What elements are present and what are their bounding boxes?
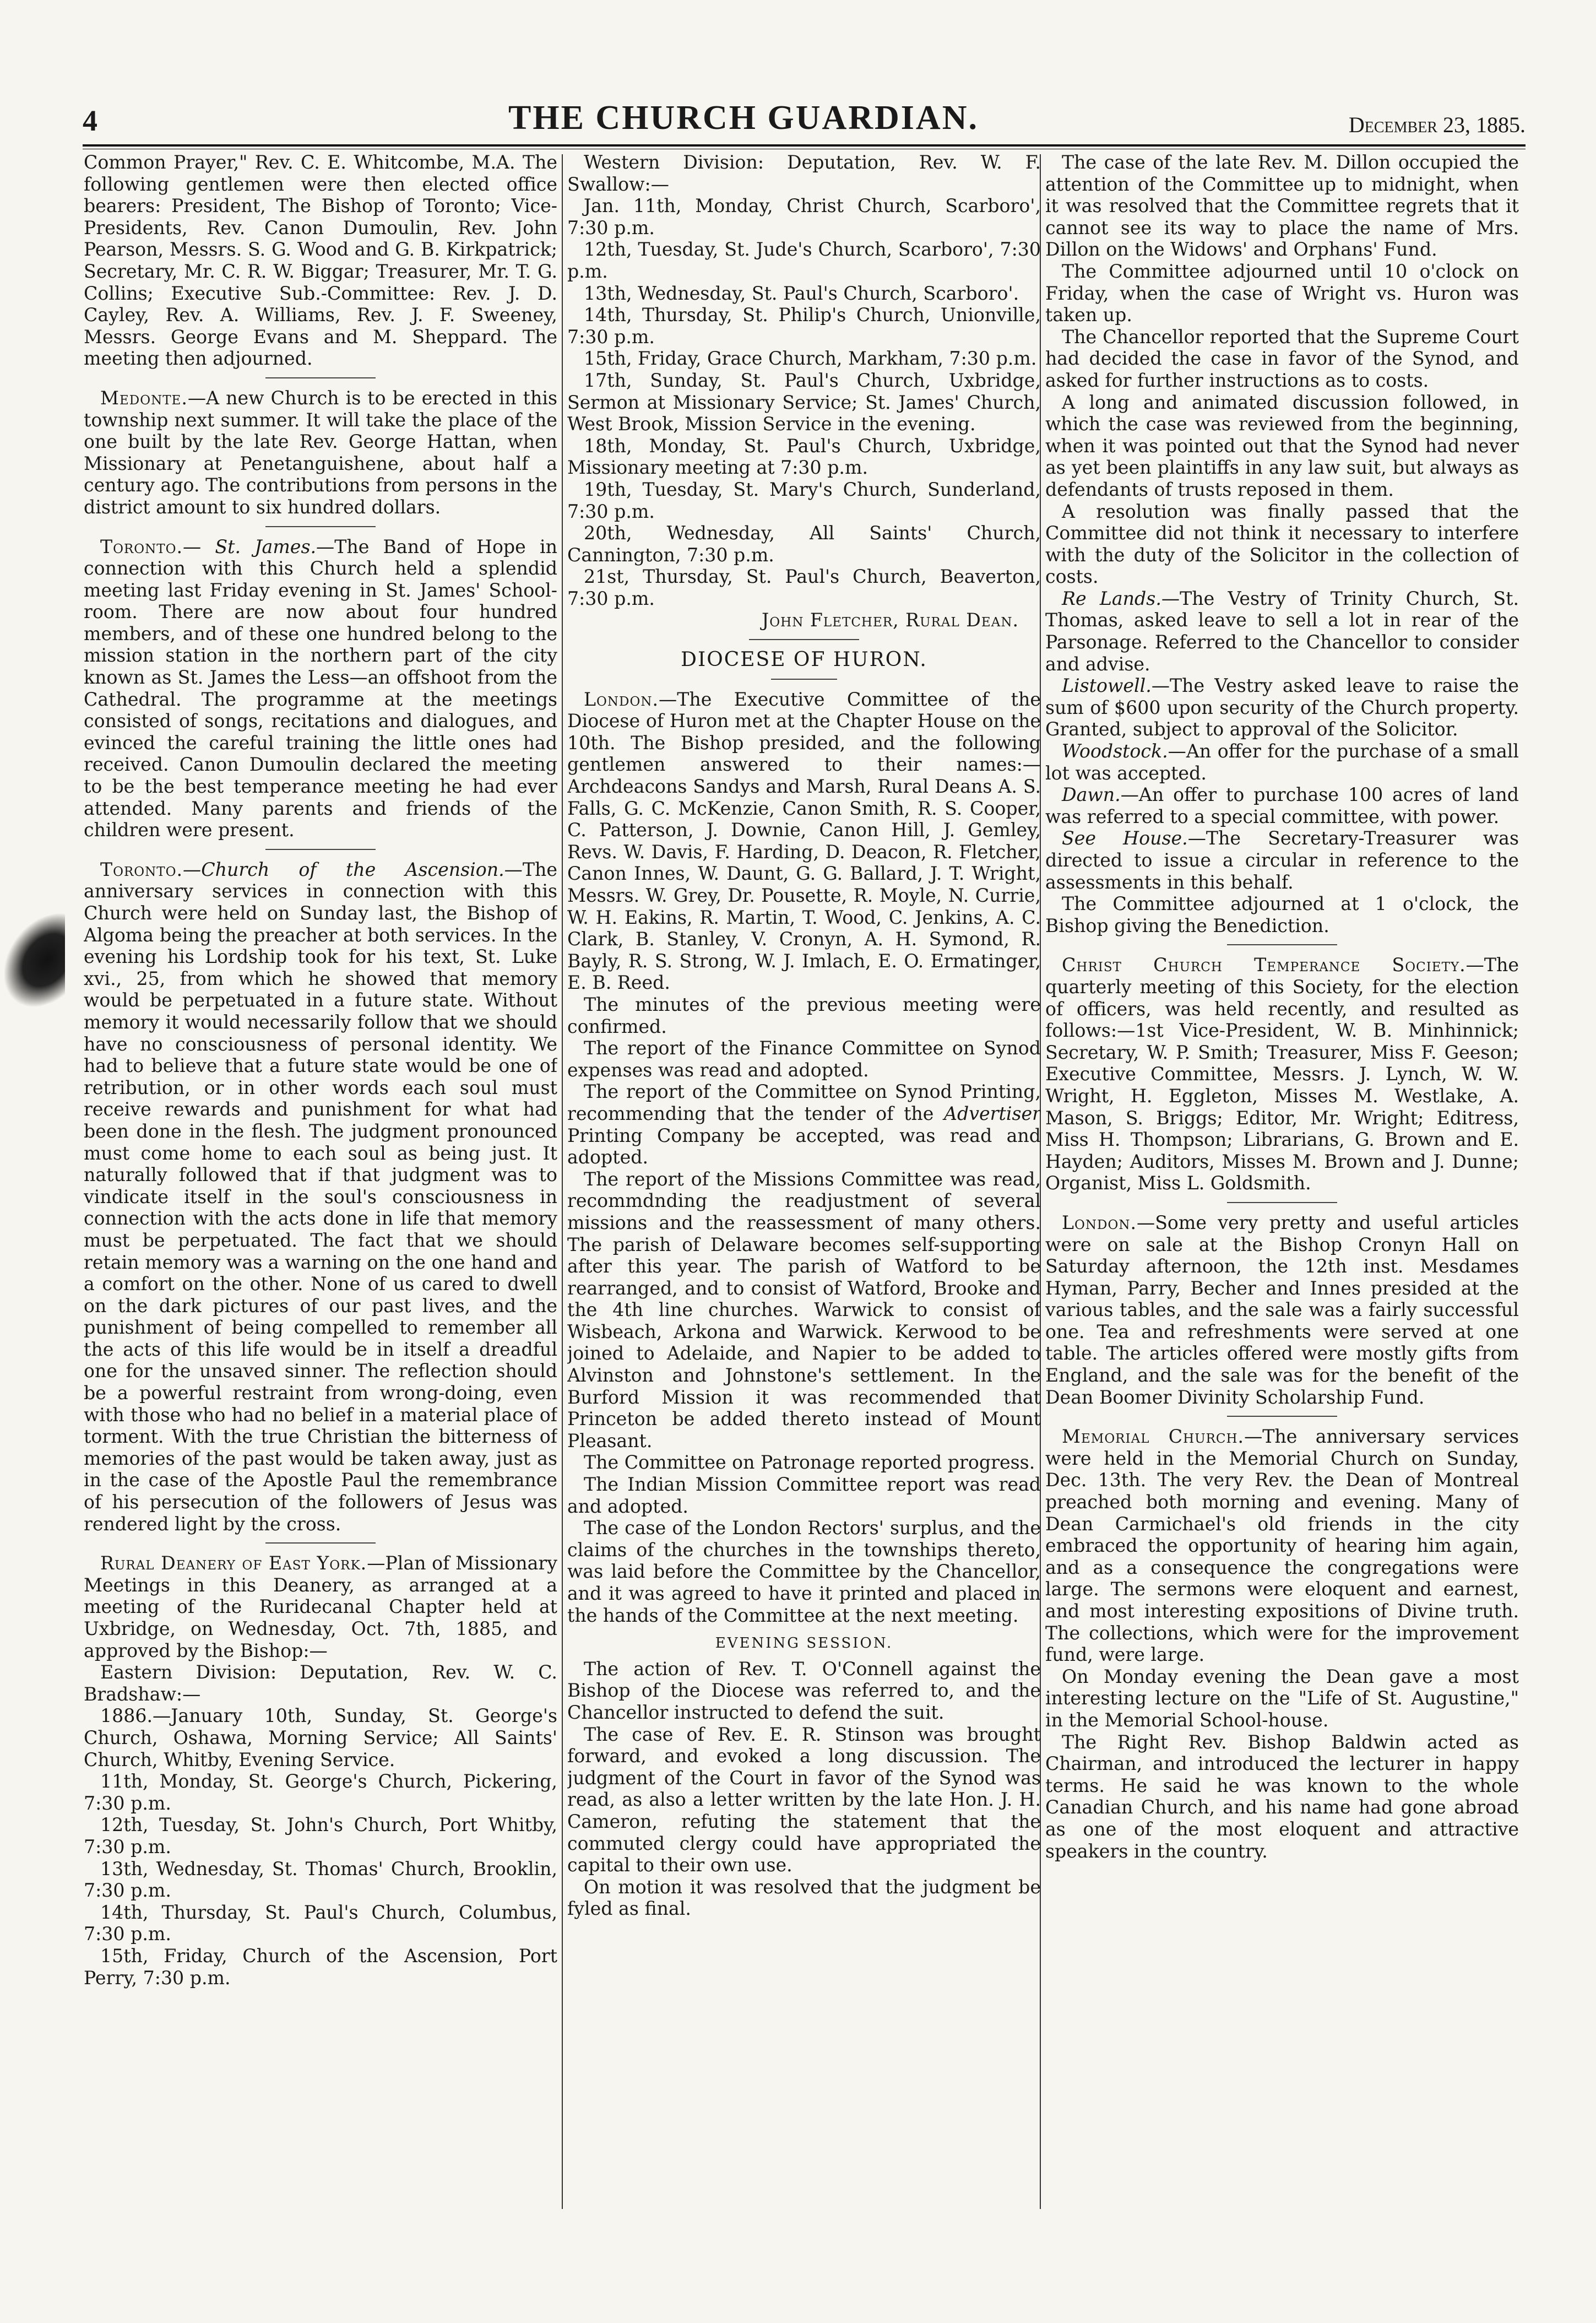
schedule-line: 1886.—January 10th, Sunday, St. George's Church, Oshawa, Morning Service; All Saints' Church, Whitby, Evening Service. (84, 1705, 557, 1770)
article-paragraph (1045, 588, 1519, 675)
schedule-line: 13th, Wednesday, St. Paul's Church, Scarboro'. (584, 282, 1019, 304)
article-paragraph: The Committee on Patronage reported progress. (584, 1452, 1035, 1474)
article-paragraph: The Committee adjourned at 1 o'clock, the Bishop giving the Benediction. (1045, 893, 1519, 936)
article-text: —The Vestry asked leave to raise the sum of $600 upon security of the Church property. Granted, subject to approval of the Solicitor. (1045, 675, 1519, 740)
article-text: The report of the Committee on Synod Printing, recommending that the tender of the (567, 1081, 1041, 1124)
article-paragraph (1045, 675, 1519, 740)
section-subheading: EVENING SESSION. (715, 1635, 893, 1652)
article-text: —A new Church is to be erected in this township next summer. It will take the place of the one built by the late Rev. George Hattan, when Missionary at Penetanguishene, about half a century ago. The contributions from persons in the district amount to six hundred dollars. (84, 387, 557, 518)
newspaper-name: Advertiser (944, 1102, 1041, 1124)
masthead (83, 94, 1526, 138)
article-paragraph: The Committee adjourned until 10 o'clock on Friday, when the case of Wright vs. Huron was taken up. (1045, 260, 1519, 326)
article-text: Printing Company be accepted, was read and adopted. (567, 1124, 1041, 1168)
column-divider (562, 154, 563, 2209)
article-heading: London. (584, 688, 659, 710)
article-paragraph: The case of the London Rectors' surplus, and the claims of the churches in the townships thereto, was laid before the Committee by the Chancellor, and it was agreed to have it printed and placed in the hands of the Committee at the next meeting. (567, 1517, 1041, 1626)
schedule-line: 21st, Thursday, St. Paul's Church, Beaverton, 7:30 p.m. (567, 566, 1041, 609)
section-separator (1227, 1202, 1337, 1203)
article-text: —The Executive Committee of the Diocese of Huron met at the Chapter House on the 10th. The Bishop presided, and the following gentlemen answered to their names:—Archdeacons Sandys and Marsh, Rural Deans A. S. Falls, G. C. McKenzie, Canon Smith, R. S. Cooper, C. Patterson, J. Downie, Canon Hill, J. Gemley, Revs. W. Davis, F. Harding, D. Deacon, R. Fletcher, Canon Innes, W. Daunt, G. G. Ballard, J. T. Wright, Messrs. W. Grey, Dr. Pousette, R. Moyle, N. Currie, W. H. Eakins, R. Martin, T. Wood, C. Jenkins, A. C. Clark, B. Stanley, V. Cronyn, A. H. Symond, R. Bayly, R. S. Strong, W. J. Imlach, E. O. Ermatinger, E. B. Reed. (567, 688, 1041, 994)
column-3 (1045, 151, 1519, 2212)
section-separator (265, 1542, 376, 1544)
schedule-line: 11th, Monday, St. George's Church, Pickering, 7:30 p.m. (84, 1770, 557, 1814)
article-heading: Medonte. (100, 387, 188, 409)
article-paragraph: On motion it was resolved that the judgment be fyled as final. (567, 1876, 1041, 1920)
article-paragraph (84, 387, 557, 518)
schedule-line: 15th, Friday, Church of the Ascension, Port Perry, 7:30 p.m. (84, 1945, 557, 1989)
article-text: —Plan of Missionary Meetings in this Deanery, as arranged at a meeting of the Ruridecanal Chapter held at Uxbridge, on Wednesday, Oct. 7th, 1885, and approved by the Bishop:— (84, 1552, 557, 1661)
section-separator (265, 849, 376, 850)
section-separator (1227, 1416, 1337, 1417)
article-paragraph (84, 859, 557, 1535)
schedule-line: 17th, Sunday, St. Paul's Church, Uxbridge, Sermon at Missionary Service; St. James' Church, West Brook, Mission Service in the evening. (567, 369, 1041, 435)
article-paragraph: The action of Rev. T. O'Connell against the Bishop of the Diocese was referred to, and the Chancellor instructed to defend the suit. (567, 1658, 1041, 1723)
article-paragraph (84, 1552, 557, 1661)
section-heading: DIOCESE OF HURON. (681, 648, 927, 672)
schedule-line: 12th, Tuesday, St. John's Church, Port Whitby, 7:30 p.m. (84, 1814, 557, 1858)
issue-date: December 23, 1885. (1348, 112, 1526, 137)
article-heading: Toronto. (100, 858, 183, 880)
schedule-line: 19th, Tuesday, St. Mary's Church, Sunderland, 7:30 p.m. (567, 478, 1041, 522)
page-number: 4 (83, 104, 97, 137)
article-paragraph (1045, 1426, 1519, 1666)
article-heading: Toronto. (100, 535, 183, 557)
article-heading: Rural Deanery of East York. (100, 1552, 367, 1574)
masthead-rule (83, 144, 1526, 147)
article-text: —Some very pretty and useful articles were on sale at the Bishop Cronyn Hall on Saturday afternoon, the 12th inst. Mesdames Hyman, Parry, Becher and Innes presided at the various tables, and the sale was a fairly successful one. Tea and refreshments were served at one table. The articles offered were mostly gifts from England, and the sale was for the benefit of the Dean Boomer Divinity Scholarship Fund. (1045, 1211, 1519, 1408)
article-paragraph (567, 689, 1041, 994)
article-heading: Memorial Church. (1062, 1426, 1245, 1448)
article-text: —The anniversary services were held in the Memorial Church on Sunday, Dec. 13th. The very Rev. the Dean of Montreal preached both morning and evening. Many of Dean Carmichael's old friends in the city embraced the opportunity of hearing him again, and as a consequence the congregations were large. The sermons were eloquent and earnest, and most interesting expositions of Divine truth. The collections, which were for the improvement fund, were large. (1045, 1426, 1519, 1666)
article-heading: Woodstock. (1062, 740, 1168, 762)
section-separator (265, 377, 376, 378)
article-heading: Listowell. (1062, 675, 1152, 697)
article-text: —An offer to purchase 100 acres of land was referred to a special committee, with power. (1045, 784, 1519, 827)
article-paragraph: The Indian Mission Committee report was read and adopted. (567, 1474, 1041, 1517)
article-paragraph: Common Prayer," Rev. C. E. Whitcombe, M.A. The following gentlemen were then elected office bearers: President, The Bishop of Toronto; Vice-Presidents, Rev. Canon Dumoulin, Rev. John Pearson, Messrs. S. G. Wood and G. B. Kirkpatrick; Secretary, Mr. C. R. W. Biggar; Treasurer, Mr. T. G. Collins; Executive Sub.-Committee: Rev. J. D. Cayley, Rev. A. Williams, Rev. J. F. Sweeney, Messrs. George Evans and M. Sheppard. The meeting then adjourned. (84, 151, 557, 370)
article-paragraph (1045, 784, 1519, 827)
article-heading: See House. (1062, 827, 1188, 849)
schedule-line: Eastern Division: Deputation, Rev. W. C. Bradshaw:— (84, 1661, 557, 1705)
schedule-line: Jan. 11th, Monday, Christ Church, Scarboro', 7:30 p.m. (567, 195, 1041, 239)
article-paragraph (1045, 954, 1519, 1194)
article-heading: Dawn. (1062, 784, 1121, 806)
article-paragraph: The case of Rev. E. R. Stinson was brought forward, and evoked a long discussion. The judgment of the Court in favor of the Synod was read, as also a letter written by the late Hon. J. H. Cameron, refuting the statement that the commuted clergy could have appropriated the capital to their own use. (567, 1723, 1041, 1876)
article-paragraph (1045, 740, 1519, 784)
signature: John Fletcher, Rural Dean. (762, 609, 1019, 631)
article-paragraph: A resolution was finally passed that the Committee did not think it necessary to interfere with the duty of the Solicitor in the collection of costs. (1045, 500, 1519, 588)
article-paragraph: The report of the Finance Committee on Synod expenses was read and adopted. (567, 1037, 1041, 1081)
article-paragraph: The minutes of the previous meeting were confirmed. (567, 993, 1041, 1037)
article-paragraph (1045, 1212, 1519, 1408)
article-paragraph: The case of the late Rev. M. Dillon occupied the attention of the Committee up to midnight, when it was resolved that the Committee regrets that it cannot see its way to place the name of Mrs. Dillon on the Widows' and Orphans' Fund. (1045, 151, 1519, 261)
article-text: —The anniversary services in connection with this Church were held on Sunday last, the Bishop of Algoma being the preacher at both services. In the evening his Lordship took for his text, St. Luke xvi., 25, from which he showed that memory would be perpetuated in a future state. Without memory it would necessarily follow that we should have no consciousness of personal identity. We had to believe that a future state would be one of retribution, or in other words each soul must receive rewards and punishment for what had been done in the flesh. The judgment pronounced must come home to each soul as being just. It naturally followed that if that judgment was to vindicate itself in the soul's consciousness in connection with the acts done in life that memory must be perpetuated. The fact that we should retain memory was a warning on the one hand and a comfort on the other. None of us cared to dwell on the dark pictures of our past lives, and the punishment of being compelled to remember all the acts of this life would be in itself a dreadful one for the unsaved sinner. The reflection should be a powerful restraint from wrong-doing, even with those who had no belief in a material place of torment. With the true Christian the bitterness of memories of the past would be taken away, just as in the case of the Apostle Paul the remembrance of his persecution of the followers of Jesus was rendered light by the cross. (84, 858, 557, 1535)
column-1 (84, 151, 557, 2212)
schedule-line: 14th, Thursday, St. Philip's Church, Unionville, 7:30 p.m. (567, 304, 1041, 348)
article-paragraph: The Right Rev. Bishop Baldwin acted as Chairman, and introduced the lecturer in happy terms. He said he was known to the whole Canadian Church, and his name had gone abroad as one of the most eloquent and attractive speakers in the country. (1045, 1731, 1519, 1862)
article-heading: Christ Church Temperance Society. (1062, 954, 1466, 976)
article-paragraph (84, 536, 557, 841)
section-separator (749, 639, 859, 640)
article-paragraph (1045, 827, 1519, 893)
column-2 (567, 151, 1041, 2212)
article-text: —The Secretary-Treasurer was directed to issue a circular in reference to the assessments in this behalf. (1045, 827, 1519, 893)
article-text: —The Band of Hope in connection with this Church held a splendid meeting last Friday evening in St. James' School-room. There are now about four hundred members, and of these one hundred belong to the mission station in the northern part of the city known as St. James the Less—an offshoot from the Cathedral. The programme at the meetings consisted of songs, recitations and dialogues, and evinced the careful training the little ones had received. Canon Dumoulin declared the meeting to be the best temperance meeting he had ever attended. Many parents and friends of the children were present. (84, 535, 557, 841)
schedule-line: 18th, Monday, St. Paul's Church, Uxbridge, Missionary meeting at 7:30 p.m. (567, 435, 1041, 479)
article-paragraph (567, 1081, 1041, 1168)
article-paragraph: The Chancellor reported that the Supreme Court had decided the case in favor of the Synod, and asked for further instructions as to costs. (1045, 326, 1519, 391)
article-text: —The Vestry of Trinity Church, St. Thomas, asked leave to sell a lot in rear of the Parsonage. Referred to the Chancellor to consider and advise. (1045, 587, 1519, 675)
schedule-line: 20th, Wednesday, All Saints' Church, Cannington, 7:30 p.m. (567, 522, 1041, 566)
article-subheading: — St. James. (183, 535, 317, 557)
schedule-line: 12th, Tuesday, St. Jude's Church, Scarboro', 7:30 p.m. (567, 239, 1041, 282)
article-text: —The quarterly meeting of this Society, for the election of officers, was held recently, and resulted as follows:—1st Vice-President, W. B. Minhinnick; Secretary, W. P. Smith; Treasurer, Miss F. Geeson; Executive Committee, Messrs. J. Lynch, W. W. Wright, H. Eggleton, Misses M. Westlake, A. Mason, S. Briggs; Editor, Mr. Wright; Editress, Miss H. Thompson; Librarians, G. Brown and E. Hayden; Auditors, Misses M. Brown and J. Dunne; Organist, Miss L. Goldsmith. (1045, 954, 1519, 1194)
schedule-line: 13th, Wednesday, St. Thomas' Church, Brooklin, 7:30 p.m. (84, 1858, 557, 1902)
section-separator (265, 526, 376, 527)
newspaper-title: THE CHURCH GUARDIAN. (508, 99, 979, 137)
article-heading: London. (1062, 1211, 1137, 1233)
article-text: —An offer for the purchase of a small lot was accepted. (1045, 740, 1519, 784)
article-subheading: —Church of the Ascension. (183, 858, 504, 880)
schedule-line: Western Division: Deputation, Rev. W. F. Swallow:— (567, 151, 1041, 195)
article-paragraph: On Monday evening the Dean gave a most interesting lecture on the "Life of St. Augustine," in the Memorial School-house. (1045, 1665, 1519, 1731)
article-paragraph: A long and animated discussion followed, in which the case was reviewed from the beginning, when it was pointed out that the Synod had never as yet been plaintiffs in any law suit, but always as defendants of trusts reposed in them. (1045, 391, 1519, 500)
ink-blot-mark (4, 910, 65, 1018)
article-paragraph: The report of the Missions Committee was read, recommdnding the readjustment of several missions and the reassessment of many others. The parish of Delaware becomes self-supporting after this year. The parish of Watford to be rearranged, and to consist of Watford, Brooke and the 4th line churches. Warwick to consist of Wisbeach, Arkona and Warwick. Kerwood to be joined to Adelaide, and Napier to be added to Alvinston and Johnstone's settlement. In the Burford Mission it was recommended that Princeton be added thereto instead of Mount Pleasant. (567, 1168, 1041, 1452)
schedule-line: 15th, Friday, Grace Church, Markham, 7:30 p.m. (584, 348, 1037, 370)
article-heading: Re Lands. (1062, 587, 1161, 609)
schedule-line: 14th, Thursday, St. Paul's Church, Columbus, 7:30 p.m. (84, 1901, 557, 1945)
section-separator (1227, 944, 1337, 945)
section-separator (771, 679, 837, 680)
